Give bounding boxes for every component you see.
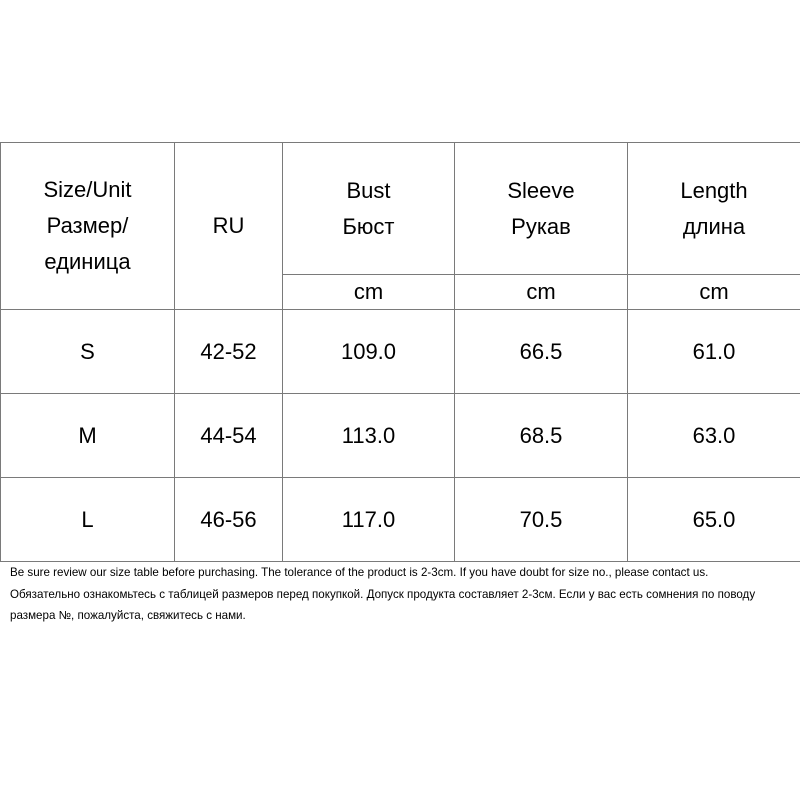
size-table	[0, 142, 800, 562]
cell-size: S	[1, 310, 175, 394]
cell-ru: 42-52	[175, 310, 283, 394]
cell-bust: 113.0	[283, 394, 455, 478]
header-sleeve-ru: Рукав	[511, 213, 571, 239]
header-size-unit	[1, 143, 175, 310]
cell-ru: 46-56	[175, 478, 283, 562]
header-bust-ru: Бюст	[342, 213, 395, 239]
table-row	[1, 394, 800, 478]
table-row	[1, 310, 800, 394]
table-row	[1, 478, 800, 562]
cell-length: 63.0	[628, 394, 800, 478]
header-sleeve	[455, 143, 628, 275]
cell-bust: 109.0	[283, 310, 455, 394]
cell-length: 61.0	[628, 310, 800, 394]
header-sleeve-en: Sleeve	[507, 177, 575, 203]
cell-sleeve: 66.5	[455, 310, 628, 394]
header-bust-en: Bust	[346, 177, 391, 203]
cell-sleeve: 70.5	[455, 478, 628, 562]
header-length	[628, 143, 800, 275]
header-length-ru: длина	[682, 213, 746, 239]
cell-sleeve: 68.5	[455, 394, 628, 478]
header-size-ru-2: единица	[44, 249, 131, 274]
header-ru-label: RU	[212, 213, 245, 238]
unit-bust: cm	[283, 275, 455, 310]
cell-size: M	[1, 394, 175, 478]
cell-length: 65.0	[628, 478, 800, 562]
note-russian: Обязательно ознакомьтесь с таблицей размеров перед покупкой. Допуск продукта составляет 2-3см. Если у вас есть сомнения по поводу размера №, пожалуйста, свяжитесь с нами.	[10, 587, 756, 622]
header-size-en: Size/Unit	[43, 177, 132, 202]
size-note	[10, 562, 795, 627]
cell-bust: 117.0	[283, 478, 455, 562]
header-length-en: Length	[680, 177, 748, 203]
cell-size: L	[1, 478, 175, 562]
note-english: Be sure review our size table before purchasing. The tolerance of the product is 2-3cm. If you have doubt for size no., please contact us.	[10, 566, 709, 579]
unit-length: cm	[628, 275, 800, 310]
header-ru	[175, 143, 283, 310]
header-row	[1, 143, 800, 275]
header-size-ru: Размер/	[46, 213, 129, 238]
unit-sleeve: cm	[455, 275, 628, 310]
header-bust	[283, 143, 455, 275]
cell-ru: 44-54	[175, 394, 283, 478]
